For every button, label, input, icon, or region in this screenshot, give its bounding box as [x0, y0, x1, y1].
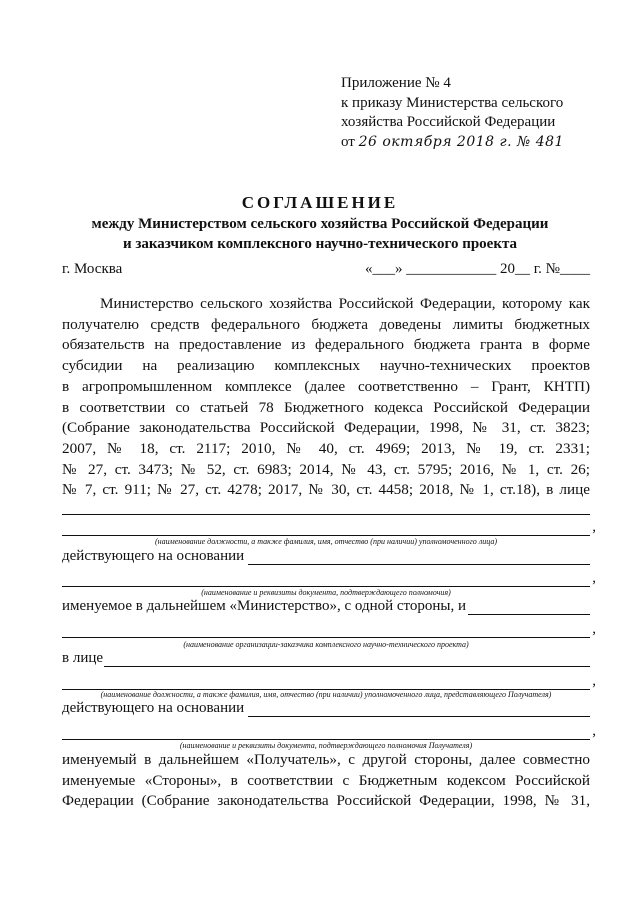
document-subtitle-1: между Министерством сельского хозяйства Российской Федерации — [91, 216, 549, 232]
paragraph-1-line: Министерство сельского хозяйства Российской Федерации, которому как — [100, 295, 590, 312]
comma: , — [592, 621, 596, 637]
blank-row-3 — [62, 570, 596, 590]
document-subtitle-2: и заказчиком комплексного научно-технического проекта — [122, 236, 518, 252]
blank-line[interactable] — [62, 586, 590, 587]
annex-date-prefix: от — [341, 133, 355, 150]
blank-line[interactable] — [468, 614, 590, 615]
paragraph-1-line: в соответствии со статьей 78 Бюджетного кодекса Российской Федерации — [62, 398, 590, 416]
paragraph-2-line: именуемый в дальнейшем «Получатель», с другой стороны, далее совместно — [62, 751, 590, 768]
blank-line[interactable] — [62, 739, 590, 740]
paragraph-2-line: именуемые «Стороны», в соответствии с Бюджетным кодексом Российской — [62, 771, 590, 789]
annex-line-2: к приказу Министерства сельского — [341, 94, 564, 111]
acting-basis-label: действующего на основании — [62, 548, 245, 564]
blank-row-4 — [62, 621, 596, 641]
document-title: СОГЛАШЕНИЕ — [241, 193, 399, 212]
paragraph-1-line: обязательств на предоставление из федерального бюджета гранта в форме — [62, 336, 590, 354]
blank-line[interactable] — [104, 666, 590, 667]
paragraph-1-line: в агропромышленном комплексе (далее соответственно – Грант, КНТП) — [62, 377, 590, 395]
blank-line[interactable] — [62, 535, 590, 536]
acting-basis-label: действующего на основании — [62, 700, 245, 716]
paragraph-1-line: получателю средств федерального бюджета доведены лимиты бюджетных — [62, 315, 590, 333]
blank-row-2 — [62, 519, 596, 539]
ministry-row — [62, 598, 590, 618]
paragraph-1 — [62, 294, 590, 501]
comma: , — [592, 723, 596, 739]
blank-row-6 — [62, 723, 596, 743]
comma: , — [592, 570, 596, 586]
represented-label: в лице — [62, 650, 104, 666]
caption-authorized-person: (наименование должности, а также фамилия, имя, отчество (при наличии) уполномоченного лица) — [154, 537, 497, 546]
caption-recipient-representative: (наименование должности, а также фамилия, имя, отчество (при наличии) уполномоченного лица, представляющего Получателя) — [100, 690, 552, 699]
caption-organization: (наименование организации-заказчика комплексного научно-технического проекта) — [183, 640, 469, 649]
caption-recipient-authority-document: (наименование и реквизиты документа, подтверждающего полномочия Получателя) — [179, 741, 473, 750]
comma: , — [592, 673, 596, 689]
acting-basis-row-2 — [62, 700, 590, 720]
represented-row — [62, 650, 590, 670]
caption-authority-document: (наименование и реквизиты документа, подтверждающего полномочия) — [201, 588, 451, 597]
blank-row-1 — [62, 498, 590, 518]
paragraph-1-line: № 27, ст. 3473; № 52, ст. 6983; 2014, № 43, ст. 5795; 2016, № 1, ст. 26; — [62, 460, 590, 478]
paragraph-1-line: (Собрание законодательства Российской Федерации, 1998, № 31, ст. 3823; — [62, 419, 590, 437]
paragraph-1-line: субсидии на реализацию комплексных научно-технических проектов — [62, 357, 590, 375]
city: г. Москва — [62, 261, 123, 277]
annex-line-1: Приложение № 4 — [341, 75, 451, 91]
date-number-template: «___» ____________ 20__ г. №____ — [364, 261, 590, 277]
annex-line-4 — [341, 133, 621, 153]
paragraph-1-line: № 7, ст. 911; № 27, ст. 4278; 2017, № 30, ст. 4458; 2018, № 1, ст.18), в лице — [62, 481, 590, 499]
blank-line[interactable] — [62, 637, 590, 638]
handwritten-date-number: 26 октября 2018 г. № 481 — [358, 133, 564, 150]
acting-basis-row-1 — [62, 548, 590, 568]
paragraph-2-line: Федерации (Собрание законодательства Российской Федерации, 1998, № 31, — [62, 792, 590, 810]
annex-block — [341, 74, 621, 152]
blank-line[interactable] — [248, 716, 590, 717]
comma: , — [592, 519, 596, 535]
paragraph-1-line: 2007, № 18, ст. 2117; 2010, № 40, ст. 4969; 2013, № 19, ст. 2331; — [62, 439, 590, 457]
blank-line[interactable] — [62, 514, 590, 515]
blank-line[interactable] — [248, 564, 590, 565]
ministry-label: именуемое в дальнейшем «Министерство», с одной стороны, и — [62, 598, 467, 614]
annex-line-3: хозяйства Российской Федерации — [341, 114, 556, 130]
paragraph-2 — [62, 750, 590, 812]
